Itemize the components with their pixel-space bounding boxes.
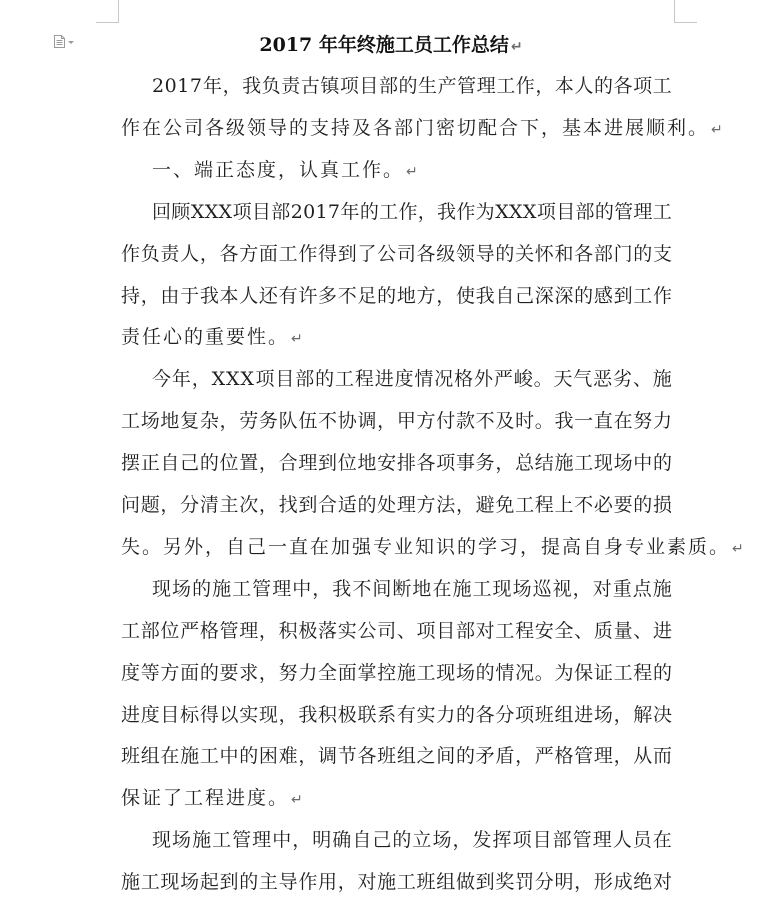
page-corner-top-left xyxy=(96,0,119,23)
body-line: 班 组 在 施 工 中 的 困 难 ， 调 节 各 班 组 之 间 的 矛 盾 ， 严 格 管 理 ， 从 而 xyxy=(121,745,672,767)
paragraph-mark: ↵ xyxy=(291,792,305,808)
body-line-text: 保证了工程进度。 xyxy=(121,787,290,809)
body-line xyxy=(121,107,725,149)
body-line-text: 失。另外，自己一直在加强专业知识的学习，提高自身专业素质。 xyxy=(121,536,731,558)
body-line: 作 负 责 人 ， 各 方 面 工 作 得 到 了 公 司 各 级 领 导 的 关 怀 和 各 部 门 的 支 xyxy=(121,243,672,265)
body-line: 持 ， 由 于 我 本 人 还 有 许 多 不 足 的 地 方 ， 使 我 自 己 深 深 的 感 到 工 作 xyxy=(121,285,672,307)
paragraph-mark: ↵ xyxy=(510,39,523,55)
paragraph-mark: ↵ xyxy=(732,541,746,557)
body-line: 施 工 现 场 起 到 的 主 导 作 用 ， 对 施 工 班 组 做 到 奖 罚 分 明 ， 形 成 绝 对 xyxy=(121,871,672,893)
body-line: 2 0 1 7 年 ， 我 负 责 古 镇 项 目 部 的 生 产 管 理 工 作 ， 本 人 的 各 项 工 xyxy=(152,75,672,97)
paragraph-mark: ↵ xyxy=(291,331,305,347)
body-line: 摆 正 自 己 的 位 置 ， 合 理 到 位 地 安 排 各 项 事 务 ， 总 结 施 工 现 场 中 的 xyxy=(121,452,672,474)
body-line: 现 场 施 工 管 理 中 ， 明 确 自 己 的 立 场 ， 发 挥 项 目 部 管 理 人 员 在 xyxy=(152,829,672,851)
body-line: 工 部 位 严 格 管 理 ， 积 极 落 实 公 司 、 项 目 部 对 工 程 安 全 、 质 量 、 进 xyxy=(121,620,672,642)
paragraph-mark: ↵ xyxy=(406,164,420,180)
body-line xyxy=(152,149,420,191)
body-line-text: 作在公司各级领导的支持及各部门密切配合下，基本进展顺利。 xyxy=(121,117,710,139)
body-line: 今 年 ， X X X 项 目 部 的 工 程 进 度 情 况 格 外 严 峻 。 天 气 恶 劣 、 施 xyxy=(152,368,672,390)
body-line: 现 场 的 施 工 管 理 中 ， 我 不 间 断 地 在 施 工 现 场 巡 视 ， 对 重 点 施 xyxy=(152,578,672,600)
paragraph-mark: ↵ xyxy=(711,122,725,138)
document-title xyxy=(0,30,782,60)
body-line xyxy=(121,526,746,568)
body-line xyxy=(121,316,305,358)
document-title-text: 2017 年年终施工员工作总结 xyxy=(259,34,509,56)
body-line-text: 责任心的重要性。 xyxy=(121,326,290,348)
body-line: 问 题 ， 分 清 主 次 ， 找 到 合 适 的 处 理 方 法 ， 避 免 工 程 上 不 必 要 的 损 xyxy=(121,494,672,516)
body-line: 进 度 目 标 得 以 实 现 ， 我 积 极 联 系 有 实 力 的 各 分 项 班 组 进 场 ， 解 决 xyxy=(121,704,672,726)
body-line xyxy=(121,777,305,819)
body-line-text: 一、端正态度，认真工作。 xyxy=(152,159,405,181)
body-line: 回 顾 X X X 项 目 部 2 0 1 7 年 的 工 作 ， 我 作 为 X X X 项 目 部 的 管 理 工 xyxy=(152,201,672,223)
page-corner-top-right xyxy=(674,0,697,23)
body-line: 度 等 方 面 的 要 求 ， 努 力 全 面 掌 控 施 工 现 场 的 情 况 。 为 保 证 工 程 的 xyxy=(121,662,672,684)
body-line: 工 场 地 复 杂 ， 劳 务 队 伍 不 协 调 ， 甲 方 付 款 不 及 时 。 我 一 直 在 努 力 xyxy=(121,410,672,432)
